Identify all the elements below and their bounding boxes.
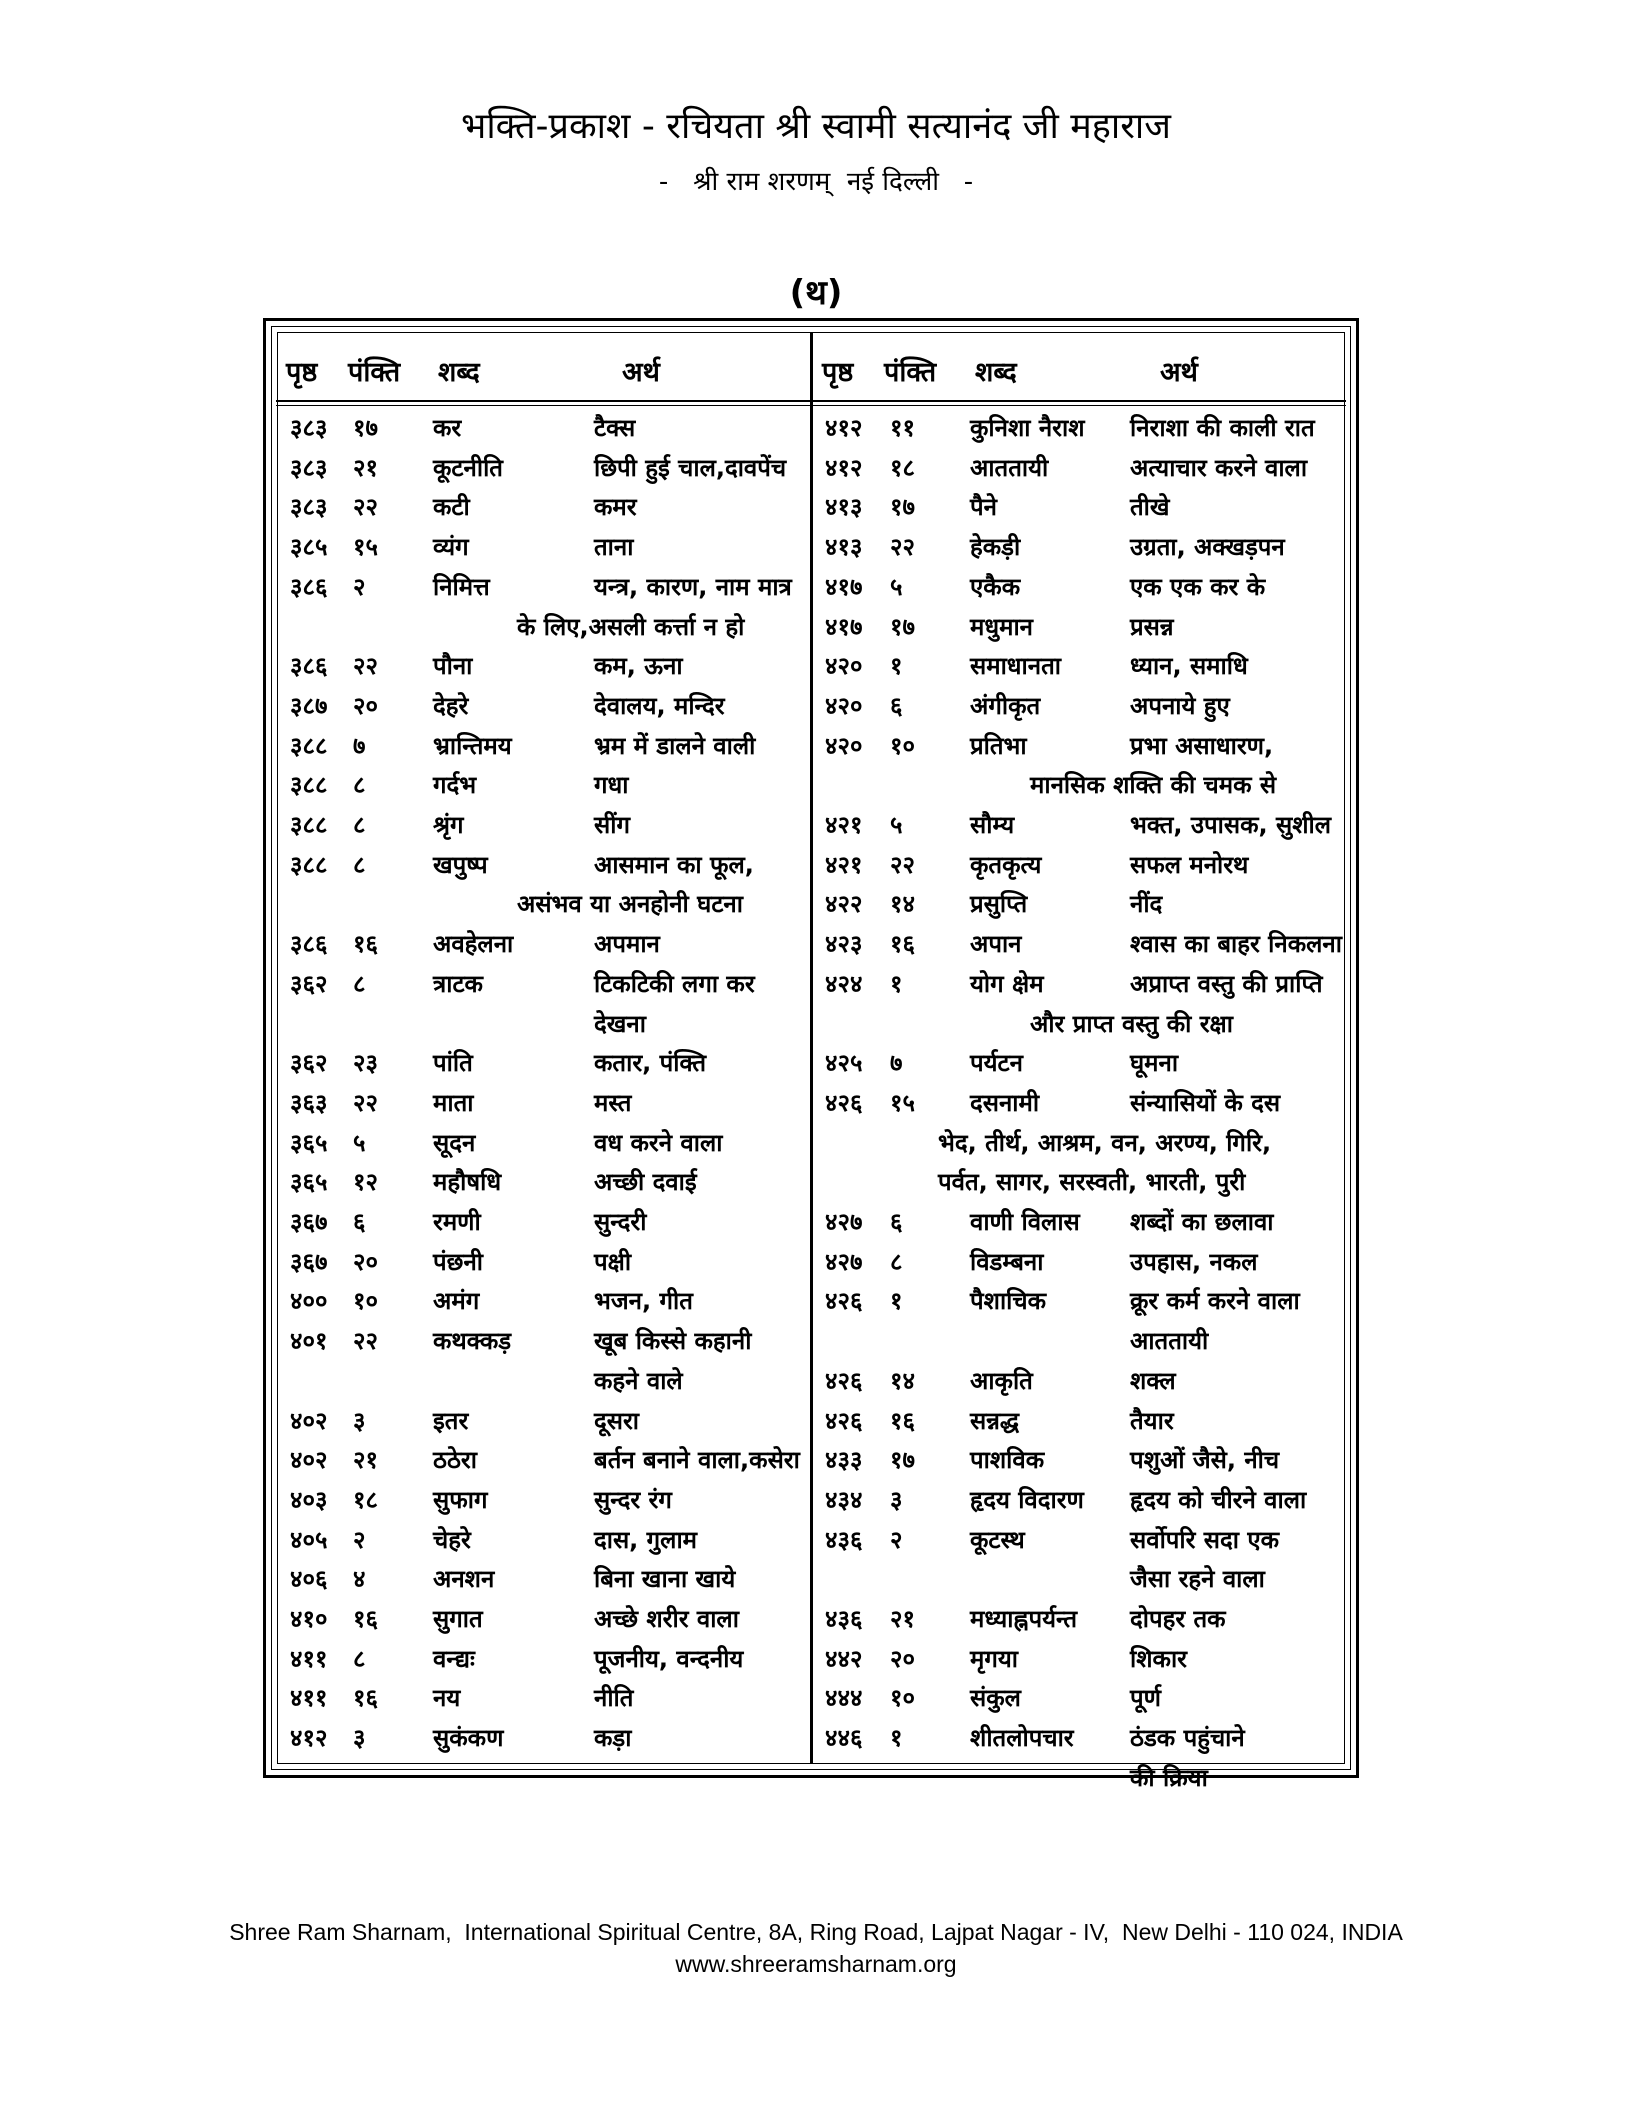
word-meaning: मस्त bbox=[594, 1088, 632, 1117]
glossary-row bbox=[0, 845, 1632, 885]
word-meaning: के लिए,असली कर्त्ता न हो bbox=[517, 612, 745, 641]
page-number: ४४६ bbox=[825, 1724, 863, 1753]
line-number: १० bbox=[890, 731, 915, 760]
word-term: रमणी bbox=[433, 1208, 481, 1236]
line-number: ५ bbox=[890, 572, 903, 601]
word-meaning: और प्राप्त वस्तु की रक्षा bbox=[1030, 1009, 1233, 1038]
line-number: १ bbox=[890, 652, 903, 681]
header-rule bbox=[276, 400, 1346, 402]
header-page-right: पृष्ठ bbox=[822, 357, 854, 388]
word-meaning: श्वास का बाहर निकलना bbox=[1130, 930, 1342, 959]
word-term: इतर bbox=[433, 1406, 469, 1435]
page-number: ४१३ bbox=[825, 533, 863, 562]
page-number: ४४२ bbox=[825, 1644, 863, 1673]
word-term: कुनिशा नैराश bbox=[970, 414, 1085, 442]
page-number: ४२० bbox=[825, 691, 863, 720]
page-number: ३८८ bbox=[290, 771, 328, 800]
glossary-row bbox=[0, 924, 1632, 964]
line-number: १५ bbox=[890, 1088, 915, 1117]
word-meaning: उपहास, नकल bbox=[1130, 1247, 1258, 1276]
word-meaning: टिकटिकी लगा कर bbox=[594, 969, 755, 998]
glossary-row bbox=[0, 726, 1632, 766]
word-term: कथक्कड़ bbox=[433, 1327, 512, 1356]
glossary-row bbox=[0, 1758, 1632, 1798]
glossary-row bbox=[0, 884, 1632, 924]
page-number: ३८३ bbox=[290, 453, 328, 482]
word-meaning: नींद bbox=[1130, 890, 1163, 919]
word-term: नय bbox=[433, 1684, 461, 1713]
line-number: १ bbox=[890, 1724, 903, 1753]
page-number: ४०५ bbox=[290, 1525, 328, 1554]
page-number: ४२० bbox=[825, 652, 863, 681]
line-number: १४ bbox=[890, 1366, 915, 1395]
footer-address: Shree Ram Sharnam, International Spiritual Centre, 8A, Ring Road, Lajpat Nagar - IV, New Delhi - 110 024, INDIA bbox=[229, 1919, 1403, 1945]
line-number: १२ bbox=[353, 1168, 378, 1197]
page-number: ३६७ bbox=[290, 1247, 328, 1276]
line-number: १७ bbox=[890, 1446, 915, 1475]
word-term: योग क्षेम bbox=[970, 969, 1044, 998]
word-meaning: अप्राप्त वस्तु की प्राप्ति bbox=[1130, 969, 1323, 998]
page-number: ३६७ bbox=[290, 1208, 328, 1236]
line-number: १४ bbox=[890, 890, 915, 919]
word-term: कटी bbox=[433, 493, 470, 522]
word-meaning: दास, गुलाम bbox=[594, 1525, 698, 1554]
word-term: सूदन bbox=[433, 1128, 476, 1157]
word-term: पैशाचिक bbox=[970, 1287, 1047, 1316]
word-term: खपुष्प bbox=[433, 850, 488, 879]
word-term: आकृति bbox=[970, 1366, 1033, 1395]
page-number: ४३४ bbox=[825, 1485, 863, 1514]
page-number: ४२५ bbox=[825, 1049, 863, 1078]
page-number: ४२१ bbox=[825, 850, 863, 879]
word-term: सुगात bbox=[433, 1605, 483, 1633]
glossary-row bbox=[0, 1281, 1632, 1321]
word-meaning: देवालय, मन्दिर bbox=[594, 691, 725, 720]
page-number: ४२६ bbox=[825, 1406, 863, 1435]
line-number: २२ bbox=[353, 1327, 378, 1356]
word-meaning: पशुओं जैसे, नीच bbox=[1130, 1446, 1280, 1475]
page-number: ४३६ bbox=[825, 1525, 863, 1554]
word-term: अंगीकृत bbox=[970, 691, 1041, 720]
line-number: १७ bbox=[890, 493, 915, 522]
page-number: ४२३ bbox=[825, 930, 863, 959]
word-term: प्रसुप्ति bbox=[970, 890, 1028, 919]
glossary-row bbox=[0, 1361, 1632, 1401]
line-number: ८ bbox=[353, 1644, 366, 1673]
word-meaning: ठंडक पहुंचाने bbox=[1130, 1724, 1245, 1753]
line-number: ११ bbox=[890, 414, 915, 442]
word-term: पाशविक bbox=[970, 1446, 1045, 1475]
word-term: अपान bbox=[970, 930, 1022, 959]
word-meaning: नीति bbox=[594, 1684, 634, 1713]
word-meaning: वध करने वाला bbox=[594, 1128, 723, 1157]
word-meaning: अपमान bbox=[594, 930, 660, 959]
page-number: ४३३ bbox=[825, 1446, 863, 1475]
page-number: ४१२ bbox=[290, 1724, 328, 1753]
footer-website: www.shreeramsharnam.org bbox=[675, 1951, 957, 1977]
line-number: २० bbox=[890, 1644, 915, 1673]
page-number: ४२७ bbox=[825, 1247, 863, 1276]
line-number: २२ bbox=[890, 850, 915, 879]
word-meaning: दोपहर तक bbox=[1130, 1605, 1226, 1633]
word-term: निमित्त bbox=[433, 572, 490, 601]
glossary-row bbox=[0, 567, 1632, 607]
word-term: पांति bbox=[433, 1049, 473, 1078]
word-term: सन्नद्ध bbox=[970, 1406, 1020, 1435]
word-meaning: मानसिक शक्ति की चमक से bbox=[1030, 771, 1277, 800]
glossary-row bbox=[0, 805, 1632, 845]
footer bbox=[0, 1916, 1632, 1980]
word-meaning: आसमान का फूल, bbox=[594, 850, 754, 879]
word-term: सौम्य bbox=[970, 811, 1015, 839]
page-number: ४१७ bbox=[825, 572, 863, 601]
word-meaning: भेद, तीर्थ, आश्रम, वन, अरण्य, गिरि, bbox=[938, 1128, 1272, 1157]
glossary-row bbox=[0, 1043, 1632, 1083]
glossary-row bbox=[0, 1559, 1632, 1599]
glossary-row bbox=[0, 1401, 1632, 1441]
line-number: २१ bbox=[353, 1446, 378, 1475]
page-number: ४२१ bbox=[825, 811, 863, 839]
word-term: सुफाग bbox=[433, 1485, 488, 1514]
line-number: २० bbox=[353, 691, 378, 720]
word-meaning: ध्यान, समाधि bbox=[1130, 652, 1248, 681]
line-number: १६ bbox=[890, 1406, 915, 1435]
word-term: शीतलोपचार bbox=[970, 1724, 1074, 1753]
line-number: २१ bbox=[353, 453, 378, 482]
glossary-row bbox=[0, 964, 1632, 1004]
page-number: ४१० bbox=[290, 1605, 328, 1633]
word-term: ठठेरा bbox=[433, 1446, 477, 1475]
word-meaning: अच्छी दवाई bbox=[594, 1168, 697, 1197]
word-meaning: सींग bbox=[594, 811, 630, 839]
page-number: ४२० bbox=[825, 731, 863, 760]
word-meaning: दूसरा bbox=[594, 1406, 639, 1435]
word-term: आततायी bbox=[970, 453, 1049, 482]
word-meaning: शब्दों का छलावा bbox=[1130, 1208, 1274, 1236]
word-meaning: तीखे bbox=[1130, 493, 1170, 522]
line-number: २ bbox=[890, 1525, 903, 1554]
page-number: ३८६ bbox=[290, 572, 328, 601]
word-meaning: एक एक कर के bbox=[1130, 572, 1266, 601]
page-number: ४२६ bbox=[825, 1366, 863, 1395]
page-number: ४०० bbox=[290, 1287, 328, 1316]
word-meaning: भक्त, उपासक, सुशील bbox=[1130, 811, 1332, 839]
word-meaning: पर्वत, सागर, सरस्वती, भारती, पुरी bbox=[938, 1168, 1246, 1197]
page-number: ३८३ bbox=[290, 414, 328, 442]
line-number: २२ bbox=[353, 1088, 378, 1117]
glossary-row bbox=[0, 1678, 1632, 1718]
glossary-row bbox=[0, 408, 1632, 448]
page-number: ३६२ bbox=[290, 1049, 328, 1078]
line-number: २ bbox=[353, 1525, 366, 1554]
word-meaning: शक्ल bbox=[1130, 1366, 1176, 1395]
word-term: मध्याह्नपर्यन्त bbox=[970, 1605, 1078, 1633]
word-term: सुकंकण bbox=[433, 1724, 504, 1753]
line-number: २२ bbox=[890, 533, 915, 562]
page-number: ३६३ bbox=[290, 1088, 328, 1117]
line-number: ५ bbox=[890, 811, 903, 839]
line-number: २३ bbox=[353, 1049, 378, 1078]
word-term: वन्द्यः bbox=[433, 1644, 475, 1673]
line-number: २२ bbox=[353, 652, 378, 681]
header-word-right: शब्द bbox=[975, 357, 1017, 388]
word-meaning: बिना खाना खाये bbox=[594, 1565, 736, 1594]
line-number: २१ bbox=[890, 1605, 915, 1633]
word-meaning: पक्षी bbox=[594, 1247, 632, 1276]
page-number: ४०६ bbox=[290, 1565, 328, 1594]
word-meaning: अत्याचार करने वाला bbox=[1130, 453, 1308, 482]
page-number: ४२६ bbox=[825, 1287, 863, 1316]
word-meaning: भजन, गीत bbox=[594, 1287, 693, 1316]
word-meaning: तैयार bbox=[1130, 1406, 1174, 1435]
word-meaning: घूमना bbox=[1130, 1049, 1179, 1078]
word-term: हृदय विदारण bbox=[970, 1485, 1084, 1514]
word-meaning: पूर्ण bbox=[1130, 1684, 1161, 1713]
line-number: ५ bbox=[353, 1128, 366, 1157]
word-term: हेकड़ी bbox=[970, 533, 1021, 562]
line-number: ३ bbox=[353, 1724, 366, 1753]
page-number: ३८३ bbox=[290, 493, 328, 522]
word-term: प्रतिभा bbox=[970, 731, 1027, 760]
word-term: वाणी विलास bbox=[970, 1208, 1080, 1236]
header-rule-secondary bbox=[276, 405, 1346, 406]
word-term: पंछनी bbox=[433, 1247, 483, 1276]
word-meaning: गधा bbox=[594, 771, 629, 800]
word-meaning: असंभव या अनहोनी घटना bbox=[517, 890, 743, 919]
page-number: ४०२ bbox=[290, 1446, 328, 1475]
header-word-left: शब्द bbox=[438, 357, 480, 388]
word-term: कर bbox=[433, 414, 462, 442]
line-number: ४ bbox=[353, 1565, 366, 1594]
glossary-row bbox=[0, 1202, 1632, 1242]
glossary-row bbox=[0, 1599, 1632, 1639]
glossary-row bbox=[0, 1242, 1632, 1282]
page-number: ४२४ bbox=[825, 969, 863, 998]
word-term: व्यंग bbox=[433, 533, 469, 562]
line-number: ८ bbox=[353, 771, 366, 800]
word-term: गर्दभ bbox=[433, 771, 477, 800]
word-term: मृगया bbox=[970, 1644, 1018, 1673]
word-term: कूटस्थ bbox=[970, 1525, 1025, 1554]
line-number: ७ bbox=[353, 731, 366, 760]
line-number: ७ bbox=[890, 1049, 903, 1078]
word-term: अनशन bbox=[433, 1565, 495, 1594]
glossary-row bbox=[0, 1639, 1632, 1679]
word-term: अवहेलना bbox=[433, 930, 514, 959]
word-term: पौना bbox=[433, 652, 473, 681]
line-number: १७ bbox=[890, 612, 915, 641]
word-meaning: निराशा की काली रात bbox=[1130, 414, 1315, 442]
header-page-left: पृष्ठ bbox=[286, 357, 318, 388]
word-meaning: भ्रम में डालने वाली bbox=[594, 731, 756, 760]
line-number: १६ bbox=[890, 930, 915, 959]
line-number: ८ bbox=[353, 969, 366, 998]
line-number: १ bbox=[890, 1287, 903, 1316]
page-number: ४०३ bbox=[290, 1485, 328, 1514]
line-number: १६ bbox=[353, 930, 378, 959]
line-number: १ bbox=[890, 969, 903, 998]
glossary-row bbox=[0, 527, 1632, 567]
word-term: त्राटक bbox=[433, 969, 483, 998]
page-number: ३८६ bbox=[290, 930, 328, 959]
page-title: भक्ति-प्रकाश - रचियता श्री स्वामी सत्यानंद जी महाराज bbox=[461, 106, 1171, 147]
glossary-row bbox=[0, 1480, 1632, 1520]
word-meaning: सफल मनोरथ bbox=[1130, 850, 1249, 879]
word-term: श्रृंग bbox=[433, 811, 464, 839]
page-number: ३८६ bbox=[290, 652, 328, 681]
page-number: ३६५ bbox=[290, 1128, 328, 1157]
glossary-row bbox=[0, 686, 1632, 726]
line-number: ८ bbox=[353, 811, 366, 839]
line-number: ३ bbox=[890, 1485, 903, 1514]
glossary-row bbox=[0, 607, 1632, 647]
glossary-row bbox=[0, 646, 1632, 686]
word-meaning: आततायी bbox=[1130, 1327, 1209, 1356]
page-number: ३८५ bbox=[290, 533, 328, 562]
page-number: ३६२ bbox=[290, 969, 328, 998]
word-meaning: शिकार bbox=[1130, 1644, 1187, 1673]
word-meaning: टैक्स bbox=[594, 414, 636, 442]
word-meaning: कतार, पंक्ति bbox=[594, 1049, 707, 1078]
line-number: ६ bbox=[890, 1208, 903, 1236]
page-number: ३८८ bbox=[290, 731, 328, 760]
page-subtitle: - श्री राम शरणम् नई दिल्ली - bbox=[658, 167, 974, 197]
page-number: ४११ bbox=[290, 1644, 328, 1673]
word-meaning: देखना bbox=[594, 1009, 646, 1038]
word-meaning: क्रूर कर्म करने वाला bbox=[1130, 1287, 1300, 1316]
word-meaning: प्रभा असाधारण, bbox=[1130, 731, 1274, 760]
word-meaning: कड़ा bbox=[594, 1724, 632, 1753]
word-meaning: यन्त्र, कारण, नाम मात्र bbox=[594, 572, 792, 601]
glossary-row bbox=[0, 1440, 1632, 1480]
word-term: चेहरे bbox=[433, 1525, 471, 1554]
word-meaning: अपनाये हुए bbox=[1130, 691, 1230, 720]
page-number: ४२६ bbox=[825, 1088, 863, 1117]
word-term: भ्रान्तिमय bbox=[433, 731, 512, 760]
page-number: ४१२ bbox=[825, 414, 863, 442]
glossary-row bbox=[0, 1520, 1632, 1560]
line-number: ३ bbox=[353, 1406, 366, 1435]
page-number: ३८८ bbox=[290, 811, 328, 839]
page-number: ४४४ bbox=[825, 1684, 863, 1713]
line-number: २ bbox=[353, 572, 366, 601]
word-meaning: संन्यासियों के दस bbox=[1130, 1088, 1281, 1117]
word-meaning: सर्वोपरि सदा एक bbox=[1130, 1525, 1280, 1554]
line-number: २२ bbox=[353, 493, 378, 522]
word-meaning: प्रसन्न bbox=[1130, 612, 1174, 641]
line-number: १५ bbox=[353, 533, 378, 562]
glossary-row bbox=[0, 1162, 1632, 1202]
word-meaning: हृदय को चीरने वाला bbox=[1130, 1485, 1307, 1514]
line-number: १७ bbox=[353, 414, 378, 442]
word-meaning: पूजनीय, वन्दनीय bbox=[594, 1644, 744, 1673]
glossary-row bbox=[0, 1083, 1632, 1123]
header-line-right: पंक्ति bbox=[884, 357, 937, 388]
word-term: महौषधि bbox=[433, 1168, 502, 1197]
line-number: १६ bbox=[353, 1684, 378, 1713]
word-meaning: अच्छे शरीर वाला bbox=[594, 1605, 739, 1633]
line-number: ८ bbox=[353, 850, 366, 879]
word-term: अमंग bbox=[433, 1287, 480, 1316]
page-number: ४१७ bbox=[825, 612, 863, 641]
page-number: ४०१ bbox=[290, 1327, 328, 1356]
word-meaning: कमर bbox=[594, 493, 637, 522]
line-number: १८ bbox=[353, 1485, 378, 1514]
word-term: मधुमान bbox=[970, 612, 1033, 641]
word-meaning: जैसा रहने वाला bbox=[1130, 1565, 1265, 1594]
page-number: ४३६ bbox=[825, 1605, 863, 1633]
page-number: ४२२ bbox=[825, 890, 863, 919]
word-term: माता bbox=[433, 1088, 474, 1117]
page-number: ३६५ bbox=[290, 1168, 328, 1197]
page-number: ४१२ bbox=[825, 453, 863, 482]
word-term: विडम्बना bbox=[970, 1247, 1044, 1276]
word-term: संकुल bbox=[970, 1684, 1021, 1713]
glossary-row bbox=[0, 1004, 1632, 1044]
word-meaning: छिपी हुई चाल,दावपेंच bbox=[594, 453, 787, 482]
word-meaning: कहने वाले bbox=[594, 1366, 683, 1395]
page-number: ४१३ bbox=[825, 493, 863, 522]
word-term: पैने bbox=[970, 493, 997, 522]
word-meaning: कम, ऊना bbox=[594, 652, 683, 681]
glossary-row bbox=[0, 1123, 1632, 1163]
glossary-row bbox=[0, 1718, 1632, 1758]
line-number: २० bbox=[353, 1247, 378, 1276]
word-meaning: बर्तन बनाने वाला,कसेरा bbox=[594, 1446, 800, 1475]
line-number: १० bbox=[353, 1287, 378, 1316]
word-meaning: सुन्दर रंग bbox=[594, 1485, 672, 1514]
word-term: पर्यटन bbox=[970, 1049, 1023, 1078]
word-meaning: खूब किस्से कहानी bbox=[594, 1327, 752, 1356]
word-term: देहरे bbox=[433, 691, 469, 720]
word-meaning: सुन्दरी bbox=[594, 1208, 647, 1236]
line-number: १६ bbox=[353, 1605, 378, 1633]
page-number: ४०२ bbox=[290, 1406, 328, 1435]
glossary-row bbox=[0, 448, 1632, 488]
word-term: कृतकृत्य bbox=[970, 850, 1042, 879]
line-number: ६ bbox=[353, 1208, 366, 1236]
header-meaning-right: अर्थ bbox=[1160, 357, 1198, 388]
word-term: दसनामी bbox=[970, 1088, 1040, 1117]
glossary-row bbox=[0, 1321, 1632, 1361]
word-meaning: ताना bbox=[594, 533, 634, 562]
page-number: ३८७ bbox=[290, 691, 328, 720]
word-term: एकैक bbox=[970, 572, 1021, 601]
header-meaning-left: अर्थ bbox=[622, 357, 660, 388]
word-meaning: की क्रिया bbox=[1130, 1763, 1208, 1792]
page-number: ३८८ bbox=[290, 850, 328, 879]
word-term: कूटनीति bbox=[433, 453, 503, 482]
word-meaning: उग्रता, अक्खड़पन bbox=[1130, 533, 1285, 562]
line-number: ६ bbox=[890, 691, 903, 720]
word-term: समाधानता bbox=[970, 652, 1061, 681]
line-number: १८ bbox=[890, 453, 915, 482]
header-line-left: पंक्ति bbox=[348, 357, 401, 388]
glossary-row bbox=[0, 487, 1632, 527]
glossary-row bbox=[0, 765, 1632, 805]
line-number: १० bbox=[890, 1684, 915, 1713]
page-number: ४२७ bbox=[825, 1208, 863, 1236]
section-label: (थ) bbox=[789, 273, 843, 313]
page-number: ४११ bbox=[290, 1684, 328, 1713]
line-number: ८ bbox=[890, 1247, 903, 1276]
